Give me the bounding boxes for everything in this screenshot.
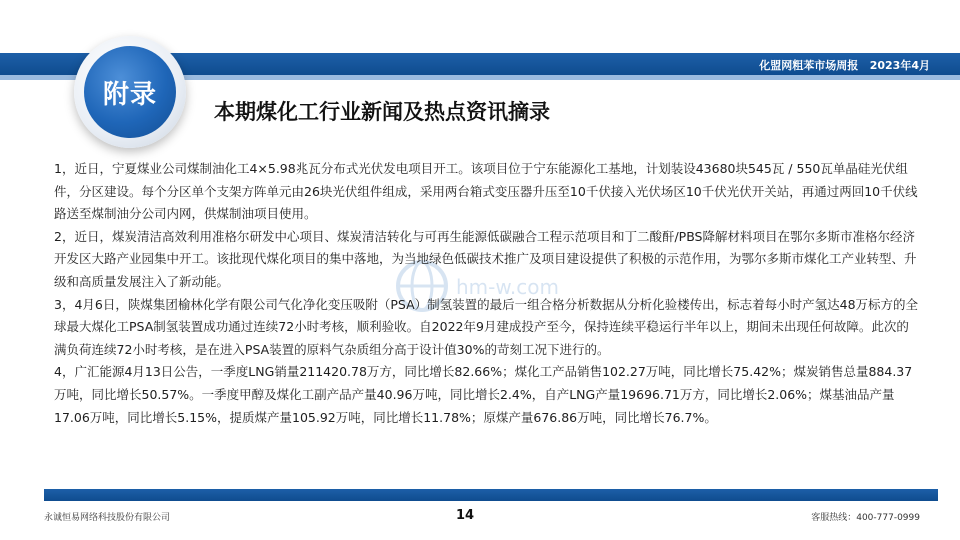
- appendix-badge: [84, 46, 176, 138]
- news-list: [54, 158, 920, 429]
- page-number: 14: [456, 508, 475, 523]
- report-name: 化盟网粗苯市场周报: [759, 59, 859, 72]
- footer-band: [44, 489, 938, 501]
- news-item: 2，近日，煤炭清洁高效利用准格尔研发中心项目、煤炭清洁转化与可再生能源低碳融合工程示范项目和丁二酸酐/PBS降解材料项目在鄂尔多斯市准格尔经济开发区大路产业园集中开工。该批现代煤化项目的集中落地，为当地绿色低碳技术推广及项目建设提供了积极的示范作用，为鄂尔多斯市煤化工产业转型、升级和高质量发展注入了新动能。: [54, 228, 917, 289]
- footer-hotline: 客服热线：400-777-0999: [811, 513, 920, 523]
- news-item: 3，4月6日，陕煤集团榆林化学有限公司气化净化变压吸附（PSA）制氢装置的最后一组合格分析数据从分析化验楼传出，标志着每小时产氢达48万标方的全球最大煤化工PSA制氢装置成功通过连续72小时考核，顺利验收。自2022年9月建成投产至今，保持连续平稳运行半年以上，期间未出现任何故障。此次的满负荷连续72小时考核，是在进入PSA装置的原料气杂质组分高于设计值30%的苛刻工况下进行的。: [54, 296, 919, 357]
- news-item: 4，广汇能源4月13日公告，一季度LNG销量211420.78万方，同比增长82.66%；煤化工产品销售102.27万吨，同比增长75.42%；煤炭销售总量884.37万吨，同比增长50.57%。一季度甲醇及煤化工副产品产量40.96万吨，同比增长2.4%，自产LNG产量19696.71万方，同比增长2.06%；煤基油品产量17.06万吨，同比增长5.15%，提质煤产量105.92万吨，同比增长11.78%；原煤产量676.86万吨，同比增长76.7%。: [54, 364, 913, 425]
- watermark-text: hm-w.com: [456, 275, 559, 299]
- news-item: 1，近日，宁夏煤业公司煤制油化工4×5.98兆瓦分布式光伏发电项目开工。该项目位于宁东能源化工基地，计划装设43680块545瓦 / 550瓦单晶硅光伏组件，分区建设。每个分区单个支架方阵单元由26块光伏组件组成，采用两台箱式变压器升压至10千伏接入光伏场区10千伏光伏开关站，再通过两回10千伏线路送至煤制油分公司内网，供煤制油项目使用。: [54, 161, 918, 222]
- report-date: 2023年4月: [869, 59, 930, 72]
- badge-label: 附录: [102, 79, 157, 110]
- header-info: [759, 57, 930, 73]
- page-title: 本期煤化工行业新闻及热点资讯摘录: [214, 100, 550, 124]
- footer-company: 永诚恒易网络科技股份有限公司: [44, 513, 171, 523]
